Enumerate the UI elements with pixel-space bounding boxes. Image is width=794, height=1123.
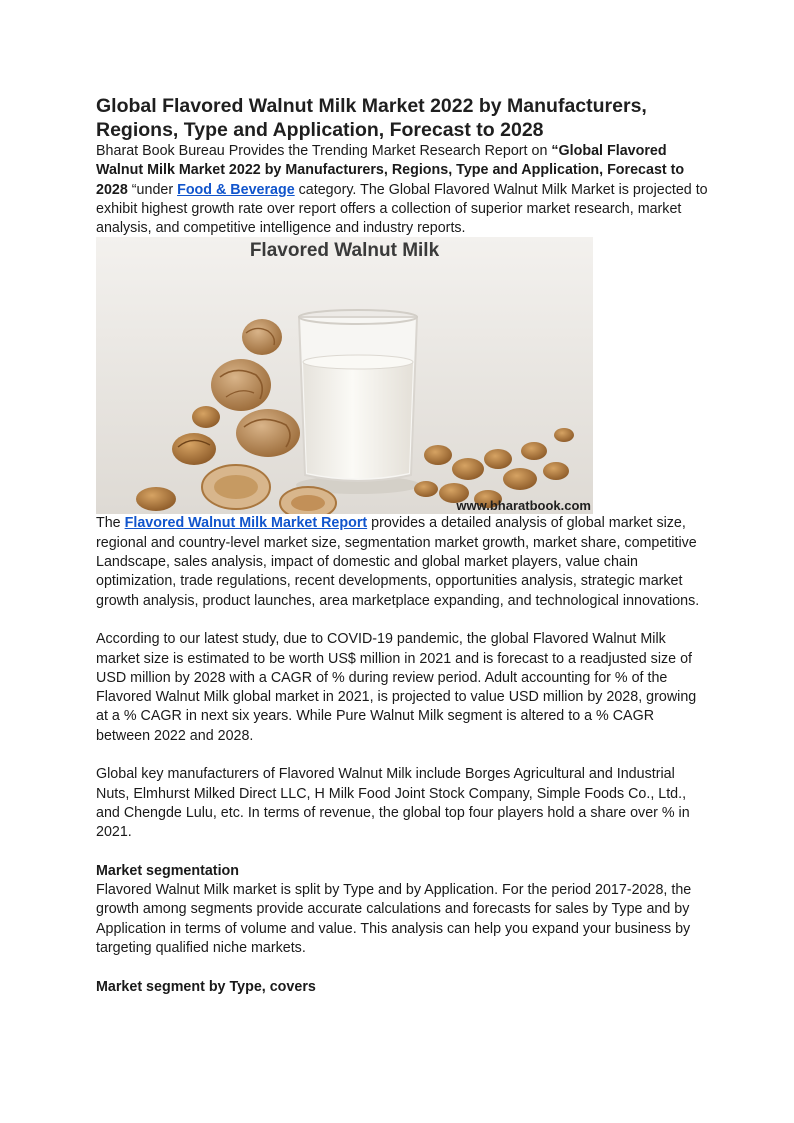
paragraph-gap bbox=[96, 958, 708, 977]
report-link[interactable]: Flavored Walnut Milk Market Report bbox=[124, 515, 368, 532]
segmentation-paragraph: Flavored Walnut Milk market is split by Type and by Application. For the period 2017-2028, the growth among segments provide accurate calculations and forecasts for sales by Type and by Application in terms of volume and value. This analysis can help you expand your business by targeting qualified niche markets. bbox=[96, 882, 692, 957]
report-description-paragraph bbox=[96, 514, 708, 610]
covid-study-paragraph: According to our latest study, due to COVID-19 pandemic, the global Flavored Walnut Milk market size is estimated to be worth US$ million in 2021 and is forecast to a readjusted size of USD million by 2028 with a CAGR of % during review period. Adult accounting for % of the Flavored Walnut Milk global market in 2021, is projected to value USD million by 2028, growing at a % CAGR in next six years. While Pure Walnut Milk segment is altered to a % CAGR between 2022 and 2028. bbox=[96, 631, 697, 744]
image-caption-title: Flavored Walnut Milk bbox=[249, 240, 440, 262]
intro-paragraph bbox=[96, 142, 708, 238]
intro-text-1: Bharat Book Bureau Provides the Trending Market Research Report on bbox=[96, 143, 552, 159]
product-image bbox=[96, 237, 593, 514]
intro-text-3: category. The Global Flavored Walnut Milk Market is projected to exhibit highest growth rate over report offers a collection of superior market research, market analysis, and competitive intelligence and industry reports. bbox=[96, 181, 708, 237]
intro-open-quote: “ bbox=[551, 143, 559, 159]
manufacturers-paragraph: Global key manufacturers of Flavored Walnut Milk include Borges Agricultural and Industrial Nuts, Elmhurst Milked Direct LLC, H Milk Food Joint Stock Company, Simple Foods Co., Ltd., and Chengde Lulu, etc. In terms of revenue, the global top four players hold a share over % in 2021. bbox=[96, 766, 690, 841]
intro-report-title: Global Flavored Walnut Milk Market 2022 by Manufacturers, Regions, Type and Application, Forecast to 2028 bbox=[96, 143, 685, 198]
type-segment-heading: Market segment by Type, covers bbox=[96, 978, 316, 995]
para1-text-2: provides a detailed analysis of global market size, regional and country-level market size, segmentation market growth, market share, competitive Landscape, sales analysis, impact of domestic and global market players, value chain optimization, trade regulations, recent developments, opportunities analysis, strategic market growth analysis, product launches, area marketplace expanding, and technological innovations. bbox=[96, 515, 700, 609]
para1-text-1: The bbox=[96, 515, 125, 532]
paragraph-gap bbox=[96, 611, 708, 630]
segmentation-heading: Market segmentation bbox=[96, 862, 240, 879]
intro-text-2: under bbox=[136, 181, 178, 198]
walnut-milk-illustration bbox=[96, 237, 593, 514]
intro-close-quote: “ bbox=[127, 181, 137, 198]
page-title: Global Flavored Walnut Milk Market 2022 by Manufacturers, Regions, Type and Application, Forecast to 2028 bbox=[96, 95, 647, 141]
category-link[interactable]: Food & Beverage bbox=[177, 181, 295, 198]
document-content bbox=[96, 95, 708, 997]
image-watermark: www.bharatbook.com bbox=[456, 498, 591, 514]
paragraph-gap bbox=[96, 746, 708, 765]
paragraph-gap bbox=[96, 843, 708, 862]
